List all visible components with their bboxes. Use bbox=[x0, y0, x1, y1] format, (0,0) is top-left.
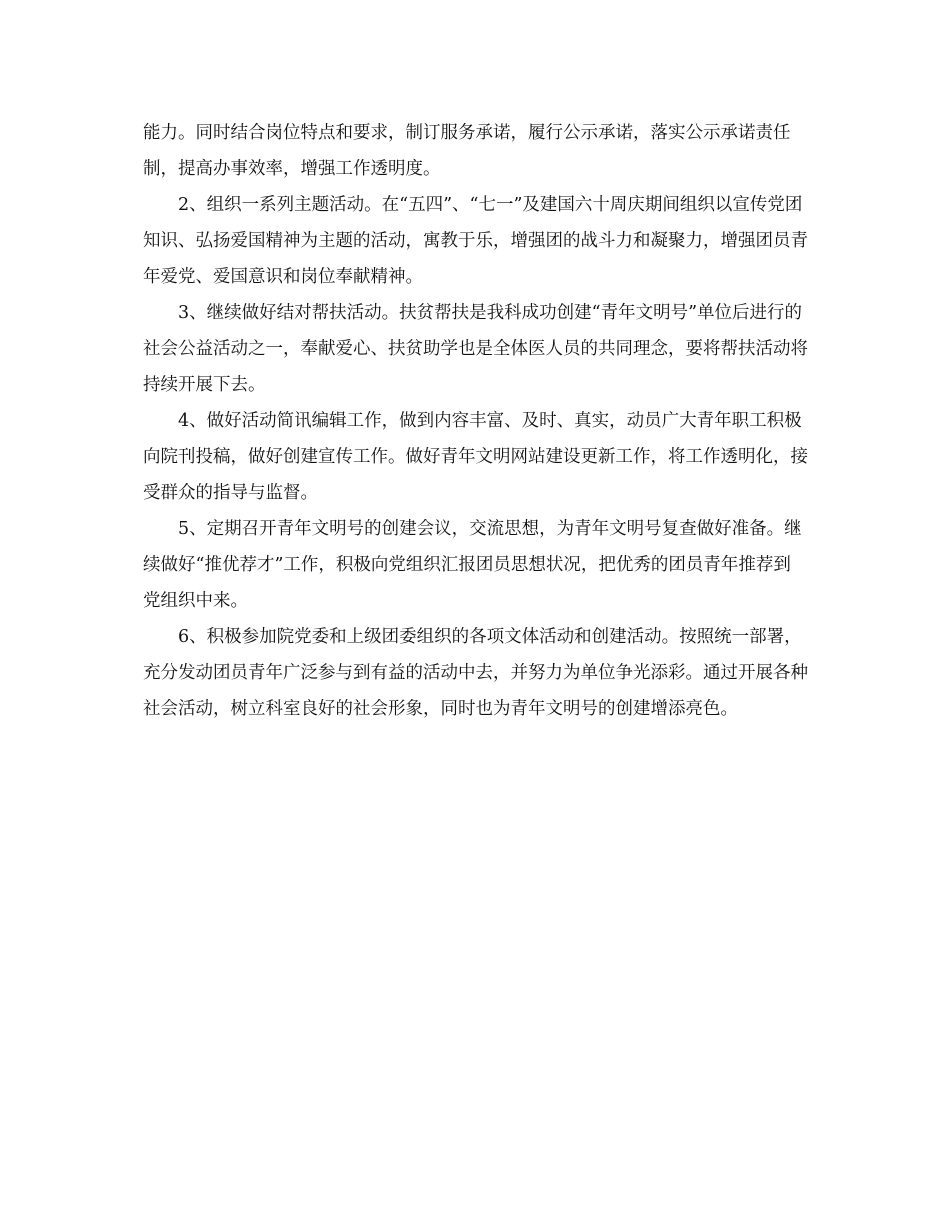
paragraph-item-5: 5、定期召开青年文明号的创建会议，交流思想，为青年文明号复查做好准备。继续做好“推优荐才”工作，积极向党组织汇报团员思想状况，把优秀的团员青年推荐到党组织中来。 bbox=[143, 519, 802, 611]
paragraph-item-4: 4、做好活动简讯编辑工作，做到内容丰富、及时、真实，动员广大青年职工积极向院刊投稿，做好创建宣传工作。做好青年文明网站建设更新工作，将工作透明化，接受群众的指导与监督。 bbox=[143, 411, 808, 503]
document-body bbox=[143, 115, 808, 727]
paragraph-item-3: 3、继续做好结对帮扶活动。扶贫帮扶是我科成功创建“青年文明号”单位后进行的社会公益活动之一，奉献爱心、扶贫助学也是全体医人员的共同理念，要将帮扶活动将持续开展下去。 bbox=[143, 303, 808, 395]
paragraph-item-6: 6、积极参加院党委和上级团委组织的各项文体活动和创建活动。按照统一部署，充分发动团员青年广泛参与到有益的活动中去，并努力为单位争光添彩。通过开展各种社会活动，树立科室良好的社会形象，同时也为青年文明号的创建增添亮色。 bbox=[143, 627, 808, 719]
paragraph-continuation: 能力。同时结合岗位特点和要求，制订服务承诺，履行公示承诺，落实公示承诺责任制，提高办事效率，增强工作透明度。 bbox=[143, 123, 791, 179]
paragraph-item-2: 2、组织一系列主题活动。在“五四”、“七一”及建国六十周庆期间组织以宣传党团知识、弘扬爱国精神为主题的活动，寓教于乐，增强团的战斗力和凝聚力，增强团员青年爱党、爱国意识和岗位奉献精神。 bbox=[143, 195, 808, 287]
